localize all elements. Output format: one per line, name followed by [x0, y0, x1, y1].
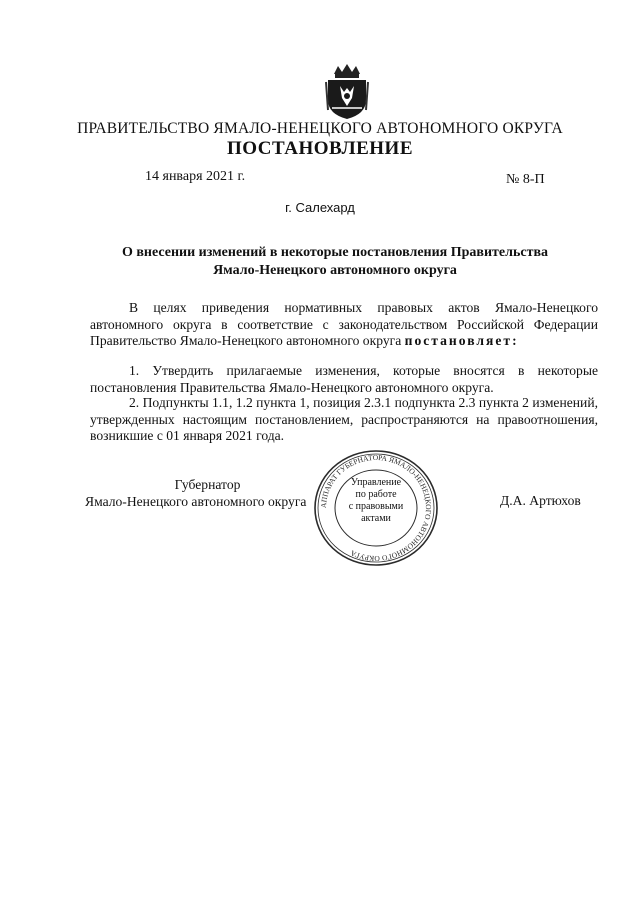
title-line-1: О внесении изменений в некоторые постановления Правительства [121, 245, 549, 260]
coat-of-arms-emblem [324, 62, 370, 120]
paragraph-item-1: 1. Утвердить прилагаемые изменения, которые вносятся в некоторые постановления Правительства Ямало-Ненецкого автономного округа. [90, 363, 598, 395]
document-date: 14 января 2021 г. [145, 169, 246, 184]
document-city: г. Салехард [285, 200, 355, 215]
signatory-role [85, 476, 330, 510]
signatory-name: Д.А. Артюхов [500, 493, 581, 508]
stamp-line-4: актами [361, 513, 391, 524]
stamp-ring-text: АППАРАТ ГУБЕРНАТОРА ЯМАЛО-НЕНЕЦКОГО АВТОНОМНОГО ОКРУГА [318, 452, 434, 564]
paragraph-preamble [90, 300, 598, 350]
stamp-line-2: по работе [355, 489, 397, 500]
stamp-center-text [339, 477, 413, 525]
document-number: № 8-П [506, 172, 545, 187]
stamp-line-3: с правовыми [348, 501, 404, 512]
signatory-title: Губернатор [174, 477, 241, 492]
preamble-text: В целях приведения нормативных правовых актов Ямало-Ненецкого автономного округа в соответствие с законодательством Российской Федерации Правительство Ямало-Ненецкого автономного округа [90, 300, 598, 348]
document-title [90, 244, 580, 280]
stamp-line-1: Управление [350, 477, 402, 488]
title-line-2: Ямало-Ненецкого автономного округа [213, 263, 457, 278]
document-type: ПОСТАНОВЛЕНИЕ [226, 138, 414, 159]
paragraph-item-2: 2. Подпункты 1.1, 1.2 пункта 1, позиция 2.3.1 подпункта 2.3 пункта 2 изменений, утвержденных настоящим постановлением, распространяются на правоотношения, возникшие с 01 января 2021 года. [90, 395, 598, 443]
resolution-keyword: постановляет: [404, 333, 519, 348]
organization-name: ПРАВИТЕЛЬСТВО ЯМАЛО-НЕНЕЦКОГО АВТОНОМНОГО ОКРУГА [77, 120, 563, 137]
signatory-region: Ямало-Ненецкого автономного округа [85, 494, 307, 509]
